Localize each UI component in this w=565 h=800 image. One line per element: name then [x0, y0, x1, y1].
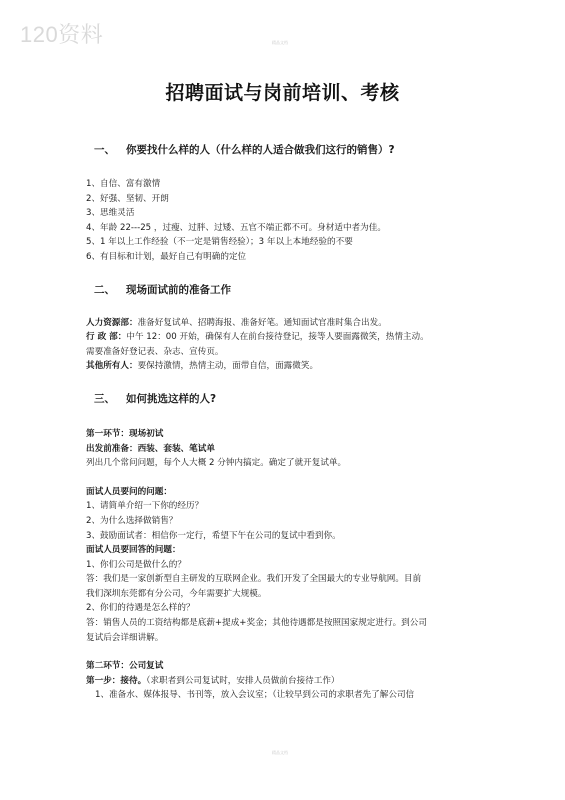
header-note: 精品文档: [272, 40, 288, 45]
admin-duty-cont: 需要准备好登记表、杂志、宣传页。: [86, 346, 224, 357]
step2-first: [86, 674, 486, 689]
list-item: 1、自信、富有激情: [86, 179, 161, 189]
section-heading-1: [86, 143, 486, 157]
page-title: 招聘面试与岗前培训、考核: [165, 82, 400, 104]
section-heading-3: [86, 392, 486, 406]
admin-label: 行 政 部：: [86, 332, 127, 343]
step1-prep: 出发前准备：西装、套装、笔试单: [86, 443, 215, 454]
document-body: [86, 143, 486, 703]
section-number: 三、: [94, 392, 115, 405]
answer: 答：销售人员的工资结构都是底薪+提成+奖金；其他待遇都是按照国家规定进行。到公司: [86, 618, 427, 629]
section-heading-2: [86, 283, 486, 297]
step1-title: 第一环节：现场初试: [86, 428, 164, 439]
hr-label: 人力资源部：: [86, 317, 138, 328]
question: 2、你们的待遇是怎么样的？: [86, 603, 195, 614]
list-item: 1、请简单介绍一下你的经历？: [86, 501, 204, 512]
admin-text: 中午 12：00 开始，确保有人在前台接待登记，接等人要面露微笑，热情主动。: [126, 332, 429, 343]
section-title: 你要找什么样的人（什么样的人适合做我们这行的销售）?: [126, 144, 395, 156]
answer: 我们深圳东莞都有分公司，今年需要扩大规模。: [86, 588, 267, 599]
others-label: 其他所有人：: [86, 361, 138, 372]
list-item: 3、思维灵活: [86, 208, 135, 219]
list-item: 6、有目标和计划，最好自己有明确的定位: [86, 251, 247, 262]
list-item: 4、年龄 22---25 ，过瘦、过胖、过矮、五官不端正都不可。身材适中者为佳。: [86, 222, 386, 233]
hr-text: 准备好复试单、招聘海报、准备好笔。通知面试官准时集合出发。: [137, 317, 387, 328]
step2-first-text: （求职者到公司复试时，安排人员做前台接待工作）: [146, 675, 340, 686]
section-number: 二、: [94, 283, 115, 296]
list-item: 5、1 年以上工作经验（不一定是销售经验）；3 年以上本地经验的不要: [86, 237, 353, 248]
hr-duty: [86, 316, 486, 331]
step2-first-label: 第一步：接待。: [86, 675, 147, 686]
answer-questions-title: 面试人员要回答的问题：: [86, 545, 181, 556]
footer-note: 精品文档: [272, 750, 288, 755]
interviewer-questions-title: 面试人员要问的问题：: [86, 486, 172, 497]
step1-desc: 列出几个常问问题，每个人大概 2 分钟内搞定。确定了就开复试单。: [86, 458, 347, 469]
answer: 答：我们是一家创新型自主研发的互联网企业。我们开发了全国最大的专业导航网。目前: [86, 574, 422, 585]
list-item: 1、准备水、媒体报导、书刊等，放入会议室；（让较早到公司的求职者先了解公司信: [95, 690, 415, 701]
watermark-logo: 120资料: [20, 22, 104, 47]
list-item: 2、为什么选择做销售？: [86, 515, 178, 526]
step2-title: 第二环节：公司复试: [86, 661, 164, 672]
section-number: 一、: [94, 144, 115, 156]
question: 1、你们公司是做什么的？: [86, 559, 186, 570]
section-title: 如何挑选这样的人?: [126, 392, 217, 405]
list-item: 3、鼓励面试者：相信你一定行，希望下午在公司的复试中看到你。: [86, 530, 341, 541]
answer: 复试后会详细讲解。: [86, 632, 164, 643]
others-duty: [86, 359, 486, 374]
admin-duty: [86, 330, 486, 345]
others-text: 要保持激情，热情主动，面带自信，面露微笑。: [137, 361, 319, 372]
list-item: 2、好强、坚韧、开朗: [86, 193, 169, 204]
section-title: 现场面试前的准备工作: [126, 283, 231, 296]
